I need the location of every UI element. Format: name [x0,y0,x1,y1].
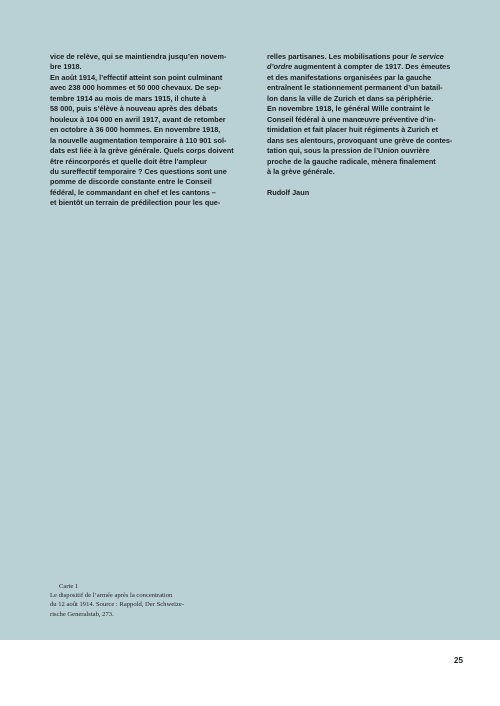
text-line: vice de relève, qui se maintiendra jusqu’en novem- [50,52,227,61]
text-line: tation qui, sous la pression de l’Union ouvrière [267,146,430,156]
italic-term: le service [410,52,444,61]
text-line: dans ses alentours, provoquant une grève de contes- [267,135,453,145]
italic-term: d’ordre [267,62,293,72]
caption-line: rische Generalstab, 273. [50,610,114,618]
text-line: 58 000, puis s’élève à nouveau après des débats [50,104,218,114]
text-line: lon dans la ville de Zurich et dans sa périphérie. [267,93,434,103]
text-line [267,52,472,62]
author-signature: Rudolf Jaun [267,187,310,197]
text-line: et bientôt un terrain de prédilection pour les que- [50,198,221,208]
text-line: Conseil fédéral à une manœuvre préventive d’in- [267,114,436,124]
text-line [267,62,472,72]
paragraph [267,52,472,177]
text-line: houleux à 104 000 en avril 1917, avant de retomber [50,114,226,124]
text-fragment: relles partisanes. Les mobilisations pour [267,52,411,61]
caption-line: du 12 août 1914. Source : Rappold, Der Schweize- [50,601,185,609]
text-line: tembre 1914 au mois de mars 1915, il chute à [50,93,207,103]
caption-line: Le dispositif de l’armée après la concentration [50,592,173,600]
caption-label: Carte 1 [59,583,79,590]
text-line: pomme de discorde constante entre le Conseil [50,177,212,187]
text-line: être réincorporés et quelle doit être l’ampleur [50,156,207,166]
text-line: bre 1918. [50,62,82,72]
map-caption [50,582,184,619]
text-column-right [267,52,472,198]
text-column-left [50,52,255,209]
text-line: En novembre 1918, le général Wille contraint le [267,104,430,114]
text-line: en octobre à 36 000 hommes. En novembre 1918, [50,125,221,135]
page-number: 25 [454,656,463,665]
text-line: la nouvelle augmentation temporaire à 110 901 sol- [50,135,227,145]
text-line: fédéral, le commandant en chef et les cantons – [50,187,216,197]
text-line: avec 238 000 hommes et 50 000 chevaux. De sep- [50,83,222,93]
paragraph [50,52,255,209]
text-fragment: augmentent à compter de 1917. Des émeutes [292,62,451,72]
text-line: proche de la gauche radicale, mènera finalement [267,156,436,166]
text-line: En août 1914, l’effectif atteint son point culminant [50,72,223,82]
text-line: timidation et fait placer huit régiments à Zurich et [267,125,439,135]
text-line: et des manifestations organisées par la gauche [267,72,432,82]
text-line: entraînent le stationnement permanent d’un batail- [267,83,443,93]
text-line: à la grève générale. [267,166,335,176]
text-line: dats est liée à la grève générale. Quels corps doivent [50,146,234,156]
text-line: du sureffectif temporaire ? Ces questions sont une [50,166,227,176]
